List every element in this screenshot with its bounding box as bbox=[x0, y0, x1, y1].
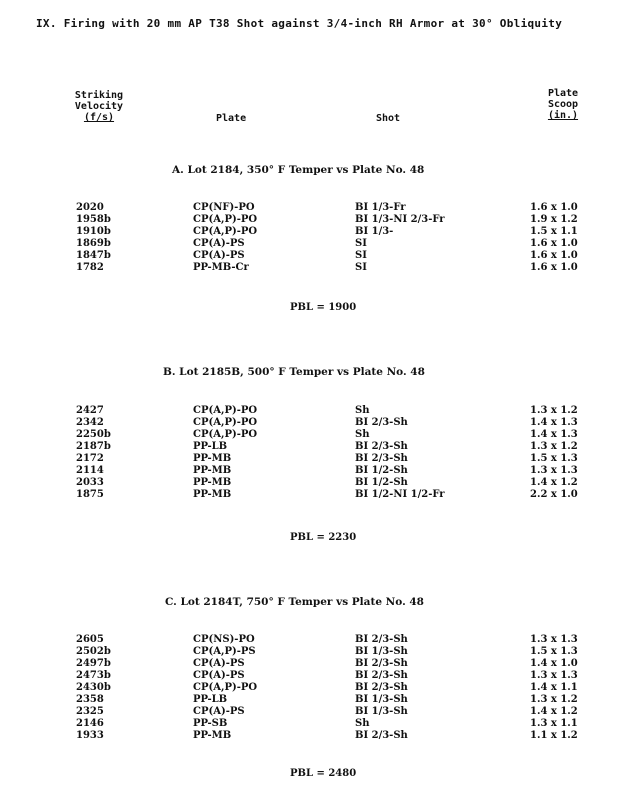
velocity-cell: 2497b bbox=[76, 658, 111, 669]
header-velocity-line-2: Velocity bbox=[74, 101, 124, 112]
header-plate: Plate bbox=[216, 113, 247, 124]
plate-cell: CP(A)-PS bbox=[193, 238, 245, 249]
shot-cell: BI 1/2-Sh bbox=[355, 465, 408, 476]
shot-cell: BI 1/3- bbox=[355, 226, 394, 237]
velocity-cell: 2473b bbox=[76, 670, 111, 681]
shot-cell: BI 2/3-Sh bbox=[355, 453, 408, 464]
shot-cell: BI 1/2-Sh bbox=[355, 477, 408, 488]
velocity-cell: 2020 bbox=[76, 202, 104, 213]
table-row bbox=[0, 262, 642, 273]
scoop-cell: 1.4 x 1.3 bbox=[530, 429, 578, 440]
shot-cell: BI 2/3-Sh bbox=[355, 682, 408, 693]
table-row bbox=[0, 453, 642, 464]
plate-cell: CP(A,P)-PO bbox=[193, 429, 258, 440]
header-velocity-line-1: Striking bbox=[74, 90, 124, 101]
shot-cell: BI 1/3-Sh bbox=[355, 646, 408, 657]
scoop-cell: 1.3 x 1.1 bbox=[530, 718, 578, 729]
table-row bbox=[0, 706, 642, 717]
plate-cell: PP-MB bbox=[193, 453, 232, 464]
header-velocity bbox=[68, 90, 130, 123]
plate-cell: PP-MB bbox=[193, 489, 232, 500]
shot-cell: Sh bbox=[355, 718, 370, 729]
plate-cell: PP-SB bbox=[193, 718, 228, 729]
scoop-cell: 1.6 x 1.0 bbox=[530, 262, 578, 273]
scoop-cell: 1.3 x 1.2 bbox=[530, 694, 578, 705]
scoop-cell: 1.3 x 1.3 bbox=[530, 634, 578, 645]
plate-cell: CP(A,P)-PO bbox=[193, 417, 258, 428]
plate-cell: CP(A,P)-PO bbox=[193, 214, 258, 225]
plate-cell: CP(A,P)-PO bbox=[193, 226, 258, 237]
table-row bbox=[0, 417, 642, 428]
shot-cell: BI 2/3-Sh bbox=[355, 441, 408, 452]
scoop-cell: 1.3 x 1.2 bbox=[530, 441, 578, 452]
scoop-cell: 1.5 x 1.1 bbox=[530, 226, 578, 237]
plate-cell: CP(A)-PS bbox=[193, 706, 245, 717]
shot-cell: BI 2/3-Sh bbox=[355, 670, 408, 681]
table-row bbox=[0, 730, 642, 741]
plate-cell: PP-MB-Cr bbox=[193, 262, 249, 273]
shot-cell: SI bbox=[355, 250, 367, 261]
velocity-cell: 2114 bbox=[76, 465, 104, 476]
scoop-cell: 1.3 x 1.3 bbox=[530, 670, 578, 681]
table-row bbox=[0, 646, 642, 657]
table-row bbox=[0, 670, 642, 681]
section-c-heading: C. Lot 2184T, 750° F Temper vs Plate No. 48 bbox=[165, 596, 424, 608]
velocity-cell: 2187b bbox=[76, 441, 111, 452]
table-row bbox=[0, 441, 642, 452]
section-b-heading: B. Lot 2185B, 500° F Temper vs Plate No. 48 bbox=[163, 366, 425, 378]
header-scoop bbox=[538, 88, 588, 121]
table-row bbox=[0, 489, 642, 500]
table-row bbox=[0, 465, 642, 476]
header-velocity-line-3: (f/s) bbox=[83, 112, 115, 123]
plate-cell: CP(A)-PS bbox=[193, 250, 245, 261]
velocity-cell: 1875 bbox=[76, 489, 104, 500]
scoop-cell: 1.3 x 1.2 bbox=[530, 405, 578, 416]
plate-cell: CP(A,P)-PO bbox=[193, 405, 258, 416]
scoop-cell: 1.5 x 1.3 bbox=[530, 453, 578, 464]
plate-cell: PP-MB bbox=[193, 730, 232, 741]
velocity-cell: 2502b bbox=[76, 646, 111, 657]
velocity-cell: 2033 bbox=[76, 477, 104, 488]
velocity-cell: 1933 bbox=[76, 730, 104, 741]
table-row bbox=[0, 658, 642, 669]
scoop-cell: 1.6 x 1.0 bbox=[530, 238, 578, 249]
plate-cell: PP-MB bbox=[193, 477, 232, 488]
table-row bbox=[0, 202, 642, 213]
scoop-cell: 2.2 x 1.0 bbox=[530, 489, 578, 500]
plate-cell: CP(A)-PS bbox=[193, 658, 245, 669]
plate-cell: PP-LB bbox=[193, 694, 228, 705]
section-b-pbl: PBL = 2230 bbox=[290, 532, 357, 543]
scoop-cell: 1.9 x 1.2 bbox=[530, 214, 578, 225]
table-row bbox=[0, 477, 642, 488]
scoop-cell: 1.4 x 1.3 bbox=[530, 417, 578, 428]
shot-cell: BI 1/2-NI 1/2-Fr bbox=[355, 489, 445, 500]
plate-cell: CP(A,P)-PS bbox=[193, 646, 256, 657]
shot-cell: BI 1/3-Sh bbox=[355, 694, 408, 705]
plate-cell: CP(NS)-PO bbox=[193, 634, 255, 645]
table-row bbox=[0, 718, 642, 729]
scoop-cell: 1.6 x 1.0 bbox=[530, 202, 578, 213]
shot-cell: BI 2/3-Sh bbox=[355, 417, 408, 428]
table-row bbox=[0, 405, 642, 416]
section-c-pbl: PBL = 2480 bbox=[290, 768, 357, 779]
table-row bbox=[0, 250, 642, 261]
shot-cell: BI 2/3-Sh bbox=[355, 730, 408, 741]
shot-cell: BI 2/3-Sh bbox=[355, 634, 408, 645]
header-scoop-line-3: (in.) bbox=[547, 110, 579, 121]
velocity-cell: 2430b bbox=[76, 682, 111, 693]
velocity-cell: 2605 bbox=[76, 634, 104, 645]
velocity-cell: 1910b bbox=[76, 226, 111, 237]
table-row bbox=[0, 429, 642, 440]
velocity-cell: 1958b bbox=[76, 214, 111, 225]
velocity-cell: 1782 bbox=[76, 262, 104, 273]
shot-cell: Sh bbox=[355, 405, 370, 416]
velocity-cell: 2325 bbox=[76, 706, 104, 717]
scoop-cell: 1.4 x 1.1 bbox=[530, 682, 578, 693]
velocity-cell: 2358 bbox=[76, 694, 104, 705]
scoop-cell: 1.3 x 1.3 bbox=[530, 465, 578, 476]
shot-cell: Sh bbox=[355, 429, 370, 440]
page-title: IX. Firing with 20 mm AP T38 Shot against 3/4-inch RH Armor at 30° Obliquity bbox=[36, 17, 563, 30]
shot-cell: SI bbox=[355, 262, 367, 273]
header-scoop-line-1: Plate bbox=[547, 88, 579, 99]
section-a-pbl: PBL = 1900 bbox=[290, 302, 357, 313]
plate-cell: CP(A)-PS bbox=[193, 670, 245, 681]
table-row bbox=[0, 214, 642, 225]
plate-cell: PP-MB bbox=[193, 465, 232, 476]
section-a-heading: A. Lot 2184, 350° F Temper vs Plate No. 48 bbox=[172, 164, 425, 176]
velocity-cell: 2146 bbox=[76, 718, 104, 729]
table-row bbox=[0, 238, 642, 249]
scoop-cell: 1.6 x 1.0 bbox=[530, 250, 578, 261]
table-row bbox=[0, 634, 642, 645]
shot-cell: BI 1/3-NI 2/3-Fr bbox=[355, 214, 445, 225]
scoop-cell: 1.4 x 1.0 bbox=[530, 658, 578, 669]
scoop-cell: 1.5 x 1.3 bbox=[530, 646, 578, 657]
plate-cell: CP(A,P)-PO bbox=[193, 682, 258, 693]
velocity-cell: 1847b bbox=[76, 250, 111, 261]
shot-cell: BI 2/3-Sh bbox=[355, 658, 408, 669]
velocity-cell: 2342 bbox=[76, 417, 104, 428]
header-shot: Shot bbox=[376, 113, 401, 124]
plate-cell: PP-LB bbox=[193, 441, 228, 452]
velocity-cell: 2250b bbox=[76, 429, 111, 440]
table-row bbox=[0, 226, 642, 237]
velocity-cell: 2427 bbox=[76, 405, 104, 416]
scoop-cell: 1.4 x 1.2 bbox=[530, 706, 578, 717]
shot-cell: SI bbox=[355, 238, 367, 249]
velocity-cell: 1869b bbox=[76, 238, 111, 249]
velocity-cell: 2172 bbox=[76, 453, 104, 464]
scoop-cell: 1.4 x 1.2 bbox=[530, 477, 578, 488]
shot-cell: BI 1/3-Fr bbox=[355, 202, 406, 213]
table-row bbox=[0, 694, 642, 705]
shot-cell: BI 1/3-Sh bbox=[355, 706, 408, 717]
header-scoop-line-2: Scoop bbox=[547, 99, 579, 110]
plate-cell: CP(NF)-PO bbox=[193, 202, 255, 213]
scoop-cell: 1.1 x 1.2 bbox=[530, 730, 578, 741]
table-row bbox=[0, 682, 642, 693]
